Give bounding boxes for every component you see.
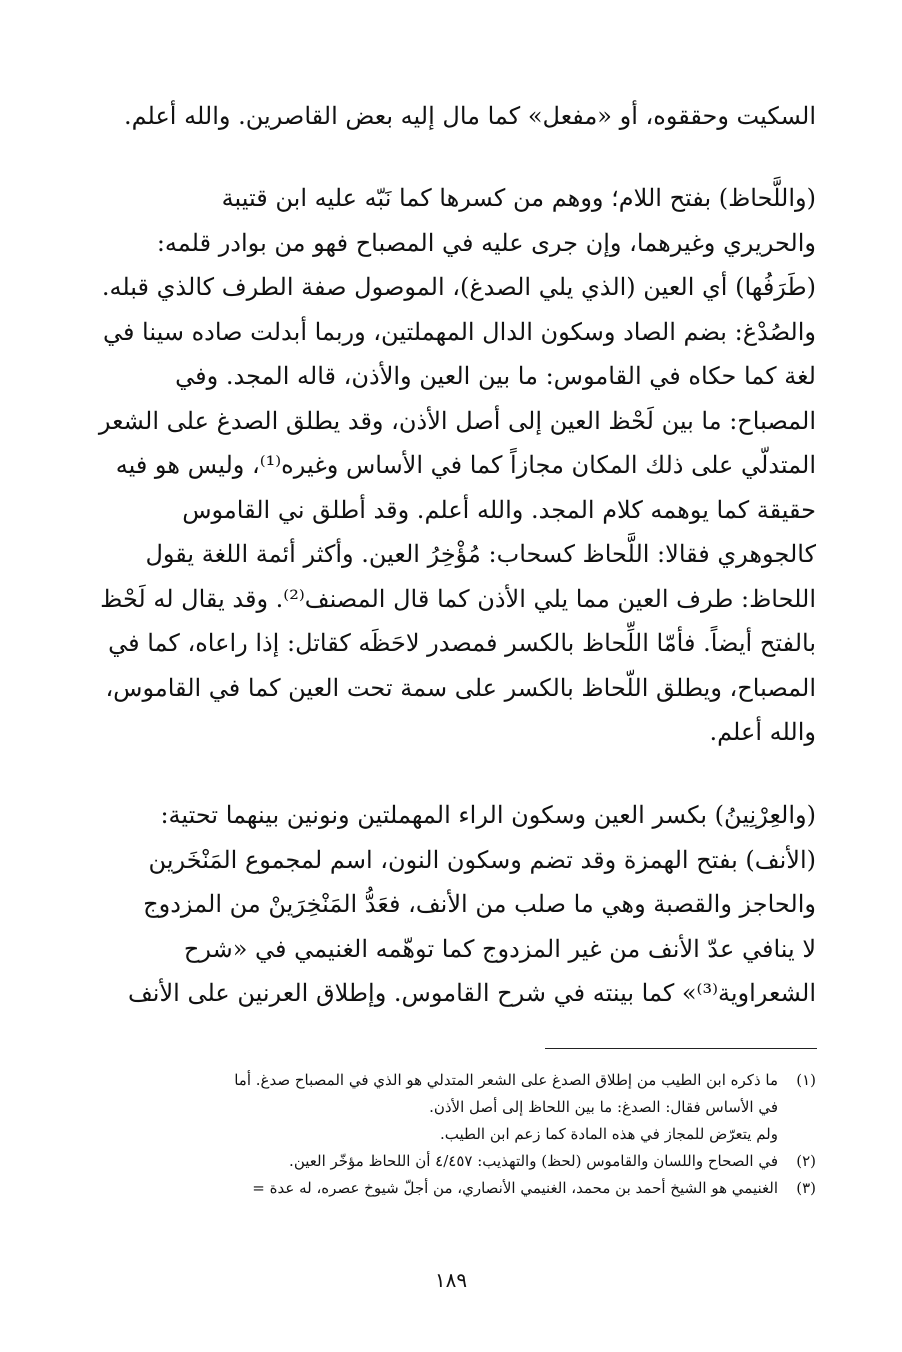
text-line: لغة كما حكاه في القاموس: ما بين العين والأذن، قاله المجد. وفي — [175, 362, 816, 390]
text-line: المتدلّي على ذلك المكان مجازاً كما في الأساس وغيره⁽¹⁾، وليس هو فيه — [115, 451, 816, 479]
paragraph-2 — [86, 176, 816, 755]
footnote-1 — [86, 1067, 816, 1148]
text-line: حقيقة كما يوهمه كلام المجد. والله أعلم. وقد أطلق ني القاموس — [182, 495, 816, 524]
footnote-2 — [86, 1148, 816, 1175]
text-line: والله أعلم. — [709, 718, 816, 746]
text-line: (الأنف) بفتح الهمزة وقد تضم وسكون النون، اسم لمجموع المَنْخَرين — [148, 845, 816, 874]
text-line: (واللَّحاظ) بفتح اللام؛ ووهم من كسرها كما نَبّه عليه ابن قتيبة — [221, 184, 816, 212]
text-line: والصُدْغ: بضم الصاد وسكون الدال المهملتين، وربما أبدلت صاده سينا في — [102, 317, 816, 346]
paragraph-1 — [86, 94, 816, 139]
footnote-number: (١) — [796, 1071, 816, 1089]
footnote-line: الغنيمي هو الشيخ أحمد بن محمد، الغنيمي الأنصاري، من أجلّ شيوخ عصره، له عدة = — [252, 1179, 778, 1197]
page-number: ١٨٩ — [434, 1268, 468, 1292]
paragraph-3 — [86, 793, 816, 1016]
text-line: السكيت وحققوه، أو «مفعل» كما مال إليه بعض القاصرين. والله أعلم. — [123, 102, 816, 130]
text-line: كالجوهري فقالا: اللَّحاظ كسحاب: مُؤْخِرُ العين. وأكثر أئمة اللغة يقول — [145, 540, 816, 568]
footnote-3 — [86, 1175, 816, 1202]
text-line: لا ينافي عدّ الأنف من غير المزدوج كما توهّمه الغنيمي في «شرح — [183, 934, 816, 963]
footnotes — [86, 1067, 816, 1202]
text-line: المصباح، ويطلق اللّحاظ بالكسر على سمة تحت العين كما في القاموس، — [105, 673, 816, 702]
footnote-line: ولم يتعرّض للمجاز في هذه المادة كما زعم ابن الطيب. — [440, 1125, 778, 1143]
footnote-line: ما ذكره ابن الطيب من إطلاق الصدغ على الشعر المتدلي هو الذي في المصباح صدغ. أما — [234, 1071, 778, 1089]
footnote-body — [86, 1148, 778, 1175]
text-line: الشعراوية⁽³⁾» كما بينته في شرح القاموس. وإطلاق العرنين على الأنف — [127, 979, 816, 1007]
footnote-body — [86, 1067, 778, 1148]
footnote-line: في الأساس فقال: الصدغ: ما بين اللحاظ إلى أصل الأذن. — [429, 1098, 778, 1116]
text-line: والحاجز والقصبة وهي ما صلب من الأنف، فعَدُّ المَنْخِرَينْ من المزدوج — [143, 890, 816, 918]
text-line: (طَرَفُها) أي العين (الذي يلي الصدغ)، الموصول صفة الطرف كالذي قبله. — [101, 273, 816, 301]
footnote-number: (٣) — [796, 1179, 816, 1197]
text-line: بالفتح أيضاً. فأمّا اللِّحاظ بالكسر فمصدر لاحَظَه كقاتل: إذا راعاه، كما في — [108, 629, 816, 657]
footnote-body — [86, 1175, 778, 1202]
footnote-number: (٢) — [796, 1152, 816, 1170]
text-line: (والعِرْنِينُ) بكسر العين وسكون الراء المهملتين ونونين بينهما تحتية: — [160, 801, 816, 829]
text-line: والحريري وغيرهما، وإن جرى عليه في المصباح فهو من بوادر قلمه: — [156, 228, 816, 257]
footnote-divider — [545, 1048, 817, 1049]
text-line: اللحاظ: طرف العين مما يلي الأذن كما قال المصنف⁽²⁾. وقد يقال له لَحْظ — [100, 584, 816, 613]
text-line: المصباح: ما بين لَحْظ العين إلى أصل الأذن، وقد يطلق الصدغ على الشعر — [98, 406, 816, 435]
footnote-line: في الصحاح واللسان والقاموس (لحظ) والتهذيب: ٤/٤٥٧ أن اللحاظ مؤخّر العين. — [289, 1152, 778, 1170]
